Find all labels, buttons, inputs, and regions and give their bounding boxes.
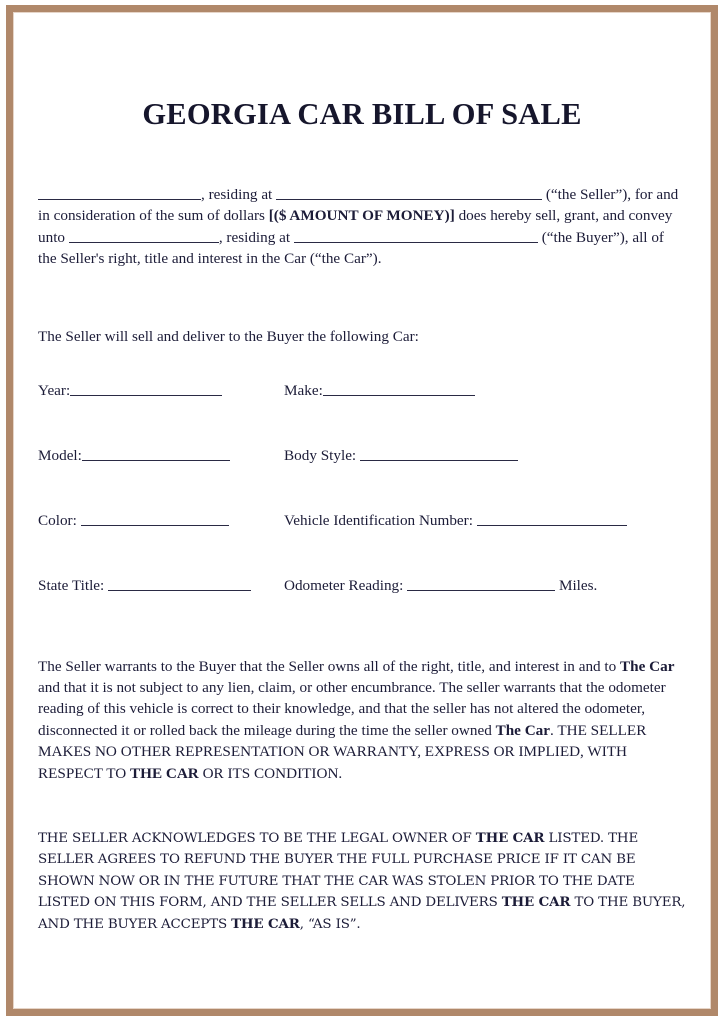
vehicle-details-table: [38, 381, 686, 596]
vin-input-blank[interactable]: [477, 511, 627, 526]
field-vin: [284, 511, 686, 576]
warranty-text-1: The Seller warrants to the Buyer that the Seller owns all of the right, title, and interest in and to: [38, 657, 621, 675]
field-year: [38, 381, 284, 446]
color-input-blank[interactable]: [81, 511, 229, 526]
acknowledgement-text-3: TO THE BUYER, AND THE BUYER ACCEPTS: [38, 895, 686, 932]
seller-name-blank[interactable]: [38, 185, 201, 200]
intro-text-5: (“the Buyer”), all of the Seller's right, title and interest in the Car (“the Car”).: [38, 228, 664, 268]
table-row: [38, 381, 686, 446]
buyer-name-blank[interactable]: [69, 228, 219, 243]
warranty-emphasis-3: THE CAR: [130, 764, 199, 782]
intro-text-4: , residing at: [218, 228, 294, 246]
odometer-input-blank[interactable]: [407, 576, 555, 591]
table-row: [38, 576, 686, 596]
field-label-color: Color:: [38, 511, 81, 529]
acknowledgement-emphasis-2: THE CAR: [501, 894, 571, 911]
warranty-text-2: and that it is not subject to any lien, claim, or other encumbrance. The seller warrants that the odometer reading of this vehicle is correct to their knowledge, and that the seller has not altered the odometer, disconnected it or rolled back the mileage during the time the seller owned: [38, 679, 666, 739]
document-body: [14, 13, 710, 1008]
model-input-blank[interactable]: [82, 446, 230, 461]
acknowledgement-emphasis-1: THE CAR: [475, 830, 545, 847]
field-color: [38, 511, 284, 576]
acknowledgement-emphasis-3: THE CAR: [231, 915, 300, 932]
warranty-text-4: OR ITS CONDITION.: [198, 764, 343, 782]
field-label-odometer: Odometer Reading:: [284, 576, 408, 594]
intro-text-2: (“the Seller”), for and in consideration of the sum of dollars: [38, 186, 679, 225]
body-style-input-blank[interactable]: [360, 446, 518, 461]
buyer-address-blank[interactable]: [294, 228, 538, 243]
acknowledgement-text-4: , “AS IS”.: [299, 916, 361, 932]
acknowledgement-text-2: LISTED. THE SELLER AGREES TO REFUND THE BUYER THE FULL PURCHASE PRICE IF IT CAN BE SHOWN NOW OR IN THE FUTURE THAT THE CAR WAS STOLEN PRIOR TO THE DATE LISTED ON THIS FORM, AND THE SELLER SELLS AND DELIVERS: [38, 831, 639, 911]
intro-paragraph: [38, 184, 686, 270]
odometer-units-label: Miles.: [555, 576, 598, 594]
field-odometer: [284, 576, 686, 596]
make-input-blank[interactable]: [323, 381, 475, 396]
acknowledgement-text-1: THE SELLER ACKNOWLEDGES TO BE THE LEGAL OWNER OF: [38, 831, 476, 847]
warranty-emphasis-1: The Car: [620, 657, 675, 675]
year-input-blank[interactable]: [70, 381, 222, 396]
intro-text-3: does hereby sell, grant, and convey unto: [38, 207, 673, 246]
table-row: [38, 446, 686, 511]
field-label-year: Year:: [38, 381, 71, 399]
amount-placeholder: [($ AMOUNT OF MONEY)]: [268, 207, 455, 225]
table-row: [38, 511, 686, 576]
intro-text-1: , residing at: [201, 186, 277, 203]
document-page-border: [6, 5, 718, 1016]
seller-address-blank[interactable]: [276, 185, 542, 200]
field-body-style: [284, 446, 686, 511]
page-title: GEORGIA CAR BILL OF SALE: [142, 97, 582, 131]
warranty-emphasis-2: The Car: [495, 721, 551, 739]
field-model: [38, 446, 284, 511]
state-title-input-blank[interactable]: [108, 576, 251, 591]
field-state-title: [38, 576, 284, 596]
field-label-vin: Vehicle Identification Number:: [284, 511, 477, 529]
warranty-paragraph: [38, 656, 686, 784]
field-make: [284, 381, 686, 446]
warranty-text-3: . THE SELLER MAKES NO OTHER REPRESENTATION OR WARRANTY, EXPRESS OR IMPLIED, WITH RESPECT TO: [38, 721, 647, 782]
vehicle-section-lead-in: The Seller will sell and deliver to the Buyer the following Car:: [38, 327, 419, 345]
field-label-state-title: State Title:: [38, 576, 109, 594]
field-label-model: Model:: [38, 446, 82, 464]
acknowledgement-paragraph: [38, 828, 686, 935]
document-page: [13, 12, 711, 1009]
field-label-make: Make:: [284, 381, 323, 399]
field-label-body-style: Body Style:: [284, 446, 360, 464]
